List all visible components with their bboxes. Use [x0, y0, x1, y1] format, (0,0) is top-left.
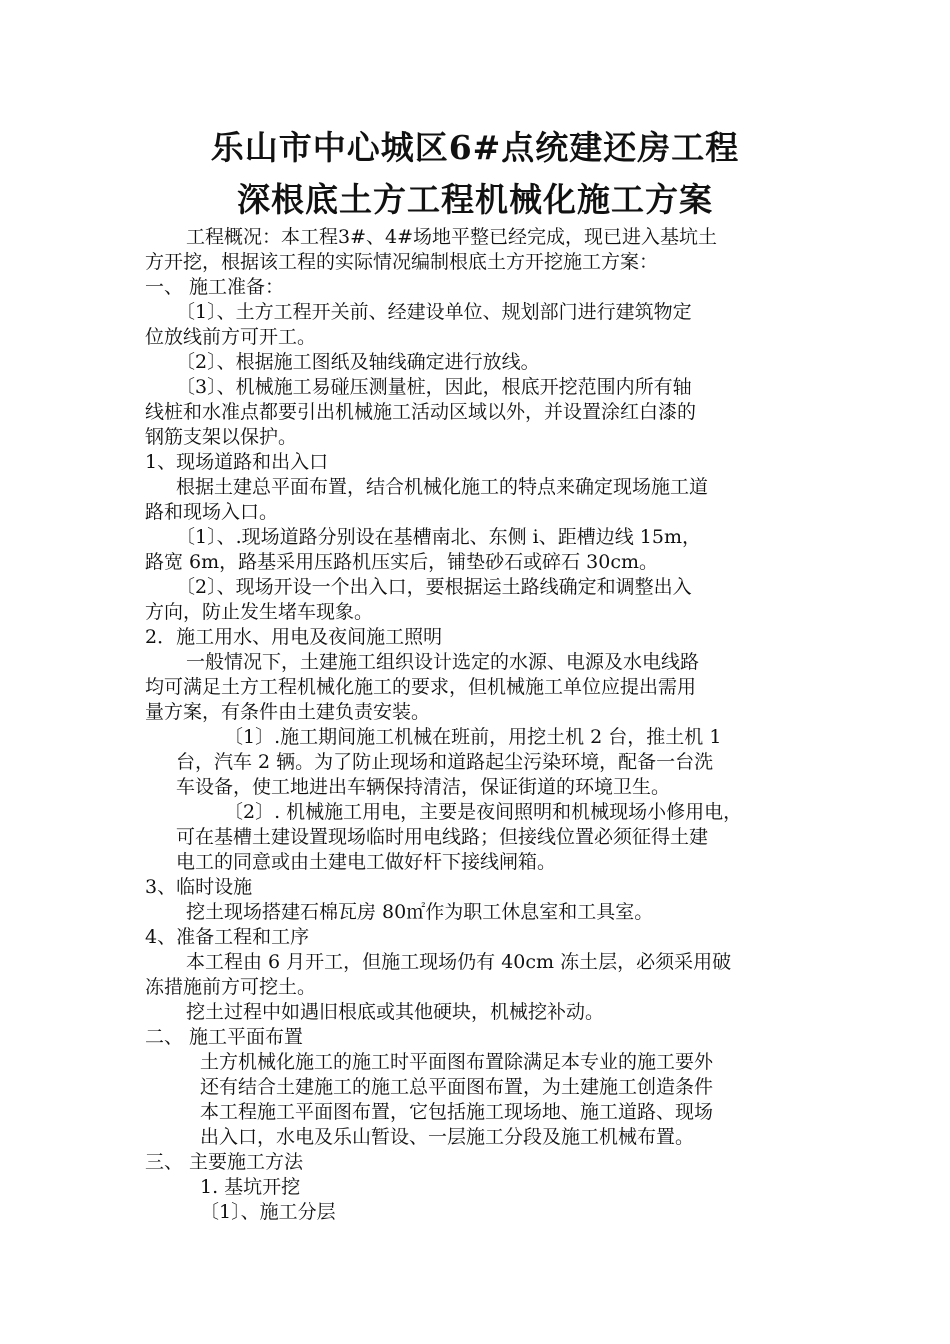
- section-heading: 二、 施工平面布置: [145, 1026, 304, 1048]
- text-line: 根据土建总平面布置，结合机械化施工的特点来确定现场施工道: [176, 476, 709, 498]
- text-line: 〔1〕、土方工程开关前、经建设单位、规划部门进行建筑物定: [176, 301, 692, 323]
- text-line: 〔3〕、机械施工易碰压测量桩，因此，根底开挖范围内所有轴: [176, 376, 692, 398]
- text-line: 一般情况下，土建施工组织设计选定的水源、电源及水电线路: [186, 651, 700, 673]
- subsection-heading: 1. 基坑开挖: [200, 1176, 301, 1198]
- text-line: 〔2〕、根据施工图纸及轴线确定进行放线。: [176, 351, 540, 373]
- text-line: 线桩和水准点都要引出机械施工活动区域以外，并设置涂红白漆的: [145, 401, 697, 423]
- text-line: 方向，防止发生堵车现象。: [145, 601, 374, 623]
- document-title-line1: 乐山市中心城区6#点统建还房工程: [210, 128, 740, 167]
- text-line: 台，汽车 2 辆。为了防止现场和道路起尘污染环境，配备一台洗: [176, 751, 714, 773]
- text-line: 可在基槽土建设置现场临时用电线路；但接线位置必须征得土建: [176, 826, 709, 848]
- text-line: 路和现场入口。: [145, 501, 279, 523]
- section-heading: 三、 主要施工方法: [145, 1151, 304, 1173]
- text-line: 方开挖，根据该工程的实际情况编制根底土方开挖施工方案：: [145, 251, 659, 273]
- text-line: 土方机械化施工的施工时平面图布置除满足本专业的施工要外: [200, 1051, 714, 1073]
- text-line: 位放线前方可开工。: [145, 326, 317, 348]
- text-line: 冻措施前方可挖土。: [145, 976, 317, 998]
- text-line: 均可满足土方工程机械化施工的要求，但机械施工单位应提出需用: [145, 676, 697, 698]
- document-title-line2: 深根底土方工程机械化施工方案: [237, 180, 713, 219]
- text-line: 出入口，水电及乐山暂设、一层施工分段及施工机械布置。: [200, 1126, 695, 1148]
- subsection-heading: 2．施工用水、用电及夜间施工照明: [145, 626, 443, 648]
- subsection-heading: 4、准备工程和工序: [145, 926, 310, 948]
- text-line: 还有结合土建施工的施工总平面图布置，为土建施工创造条件: [200, 1076, 714, 1098]
- text-line: 车设备，使工地进出车辆保持清洁，保证街道的环境卫生。: [176, 776, 671, 798]
- text-line: 电工的同意或由土建电工做好杆下接线闸箱。: [176, 851, 557, 873]
- text-line: 本工程由 6 月开工，但施工现场仍有 40cm 冻土层，必须采用破: [186, 951, 732, 973]
- text-line: 挖土过程中如遇旧根底或其他硬块，机械挖补动。: [186, 1001, 605, 1023]
- section-heading: 一、 施工准备：: [145, 276, 285, 298]
- text-line: 挖土现场搭建石棉瓦房 80㎡作为职工休息室和工具室。: [186, 901, 654, 923]
- text-line: 〔1〕.施工期间施工机械在班前，用挖土机 2 台，推土机 1: [224, 726, 722, 748]
- text-line: 本工程施工平面图布置，它包括施工现场地、施工道路、现场: [200, 1101, 714, 1123]
- subsection-heading: 1、现场道路和出入口: [145, 451, 329, 473]
- text-line: 〔2〕、现场开设一个出入口，要根据运土路线确定和调整出入: [176, 576, 692, 598]
- text-line: 路宽 6m，路基采用压路机压实后，铺垫砂石或碎石 30cm。: [145, 551, 659, 573]
- text-line: 〔2〕. 机械施工用电，主要是夜间照明和机械现场小修用电，: [224, 801, 743, 823]
- text-line: 〔1〕、.现场道路分别设在基槽南北、东侧 i、距槽边线 15m，: [176, 526, 701, 548]
- text-line: 〔1〕、施工分层: [200, 1201, 336, 1223]
- text-line: 量方案，有条件由土建负责安装。: [145, 701, 431, 723]
- subsection-heading: 3、临时设施: [145, 876, 253, 898]
- text-line: 工程概况：本工程3#、4#场地平整已经完成，现已进入基坑土: [186, 226, 718, 248]
- text-line: 钢筋支架以保护。: [145, 426, 298, 448]
